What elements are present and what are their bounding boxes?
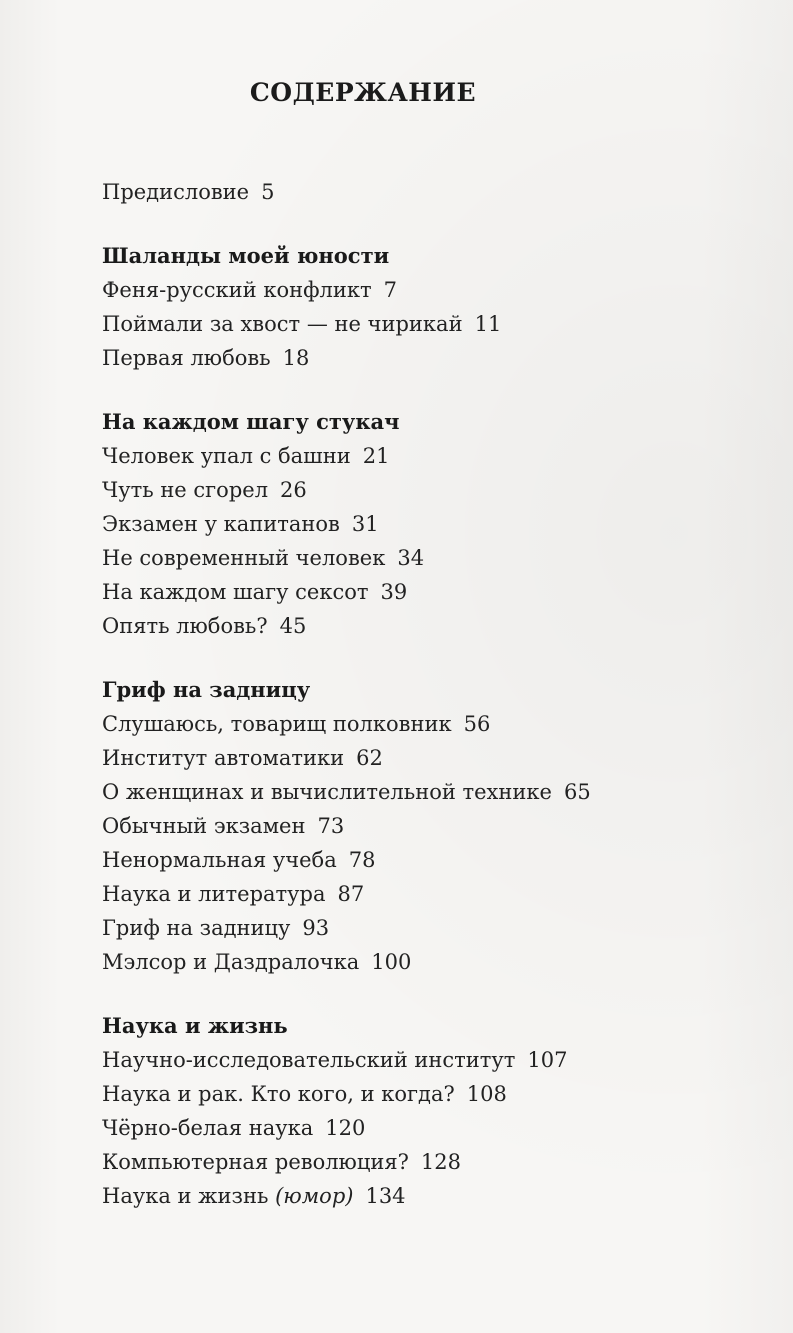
toc-entry: [102, 575, 742, 609]
toc-entry-preface: [102, 175, 742, 209]
toc-entry-page: 31: [351, 512, 379, 536]
toc-entry: [102, 945, 742, 979]
toc-entry-label: Компьютерная революция?: [102, 1150, 409, 1174]
toc-entry-label: Не современный человек: [102, 546, 386, 570]
toc-entry: [102, 809, 742, 843]
toc-entry-page: 7: [383, 278, 397, 302]
toc-entry: [102, 877, 742, 911]
toc-entry-label: Первая любовь: [102, 346, 271, 370]
toc-entry: [102, 741, 742, 775]
toc-entry-label: Человек упал с башни: [102, 444, 351, 468]
page-title: СОДЕРЖАНИЕ: [249, 78, 477, 107]
toc-entry: [102, 439, 742, 473]
toc-entry-label: Наука и жизнь: [102, 1184, 269, 1208]
toc-entry: [102, 1145, 742, 1179]
toc-entry-page: 87: [337, 882, 365, 906]
toc-entry-page: 73: [317, 814, 345, 838]
toc-entry-label: Гриф на задницу: [102, 916, 291, 940]
toc-entry: [102, 307, 742, 341]
section-heading: Наука и жизнь: [102, 1013, 288, 1038]
toc-entry-page: 21: [362, 444, 390, 468]
toc-entry-page: 62: [356, 746, 383, 770]
toc-entry-page: 100: [371, 950, 412, 974]
toc-entry-page: 5: [261, 180, 275, 204]
toc-entry-page: 65: [563, 780, 591, 804]
toc-entry-page: 56: [463, 712, 491, 736]
toc-entry: [102, 775, 742, 809]
toc-entry: [102, 609, 742, 643]
toc-entry: [102, 1111, 742, 1145]
toc-entry: [102, 473, 742, 507]
toc-entry-label: На каждом шагу сексот: [102, 580, 369, 604]
toc-entry-page: 107: [527, 1048, 568, 1072]
toc-entry-label: Опять любовь?: [102, 614, 268, 638]
toc-entry-label: Обычный экзамен: [102, 814, 306, 838]
toc-entry: [102, 1043, 742, 1077]
toc-entry-page: 18: [282, 346, 310, 370]
toc-entry-page: 45: [279, 614, 307, 638]
toc-entry-page: 26: [280, 478, 307, 502]
toc-entry-page: 93: [302, 916, 330, 940]
section-heading: Гриф на задницу: [102, 677, 311, 702]
toc-entry-label: О женщинах и вычислительной технике: [102, 780, 552, 804]
toc-entry-label: Ненормальная учеба: [102, 848, 337, 872]
toc-entry-page: 78: [348, 848, 376, 872]
toc-entry-page: 134: [365, 1184, 406, 1208]
toc-entry: [102, 507, 742, 541]
toc-entry-label: Научно-исследовательский институт: [102, 1048, 516, 1072]
toc-entry: [102, 273, 742, 307]
toc-entry-page: 108: [466, 1082, 507, 1106]
toc-entry-label: Феня-русский конфликт: [102, 278, 372, 302]
toc-entry: [102, 541, 742, 575]
toc-entry-page: 11: [474, 312, 502, 336]
toc-entry-label: Чёрно-белая наука: [102, 1116, 314, 1140]
toc-entry: [102, 843, 742, 877]
toc-entry-label: Предисловие: [102, 180, 250, 204]
toc-entry-label: Наука и рак. Кто кого, и когда?: [102, 1082, 455, 1106]
toc-entry-page: 34: [397, 546, 425, 570]
toc-entry-label: Поймали за хвост — не чирикай: [102, 312, 463, 336]
toc-entry: [102, 1179, 742, 1213]
toc-entry-label: Мэлсор и Даздралочка: [102, 950, 360, 974]
toc-entry-label: Чуть не сгорел: [102, 478, 269, 502]
section-heading: Шаланды моей юности: [102, 243, 390, 268]
toc-entry-page: 39: [380, 580, 408, 604]
toc-entry-label: Наука и литература: [102, 882, 326, 906]
toc-entry-label: Экзамен у капитанов: [102, 512, 340, 536]
toc-entry: [102, 341, 742, 375]
toc-entry-page: 128: [420, 1150, 461, 1174]
toc-entry: [102, 911, 742, 945]
toc-entry-page: 120: [325, 1116, 366, 1140]
toc-entry: [102, 1077, 742, 1111]
table-of-contents: [102, 175, 742, 1213]
toc-entry-label: Институт автоматики: [102, 746, 345, 770]
toc-entry-label: Слушаюсь, товарищ полковник: [102, 712, 452, 736]
toc-entry: [102, 707, 742, 741]
toc-entry-note: (юмор): [275, 1184, 354, 1208]
section-heading: На каждом шагу стукач: [102, 409, 400, 434]
